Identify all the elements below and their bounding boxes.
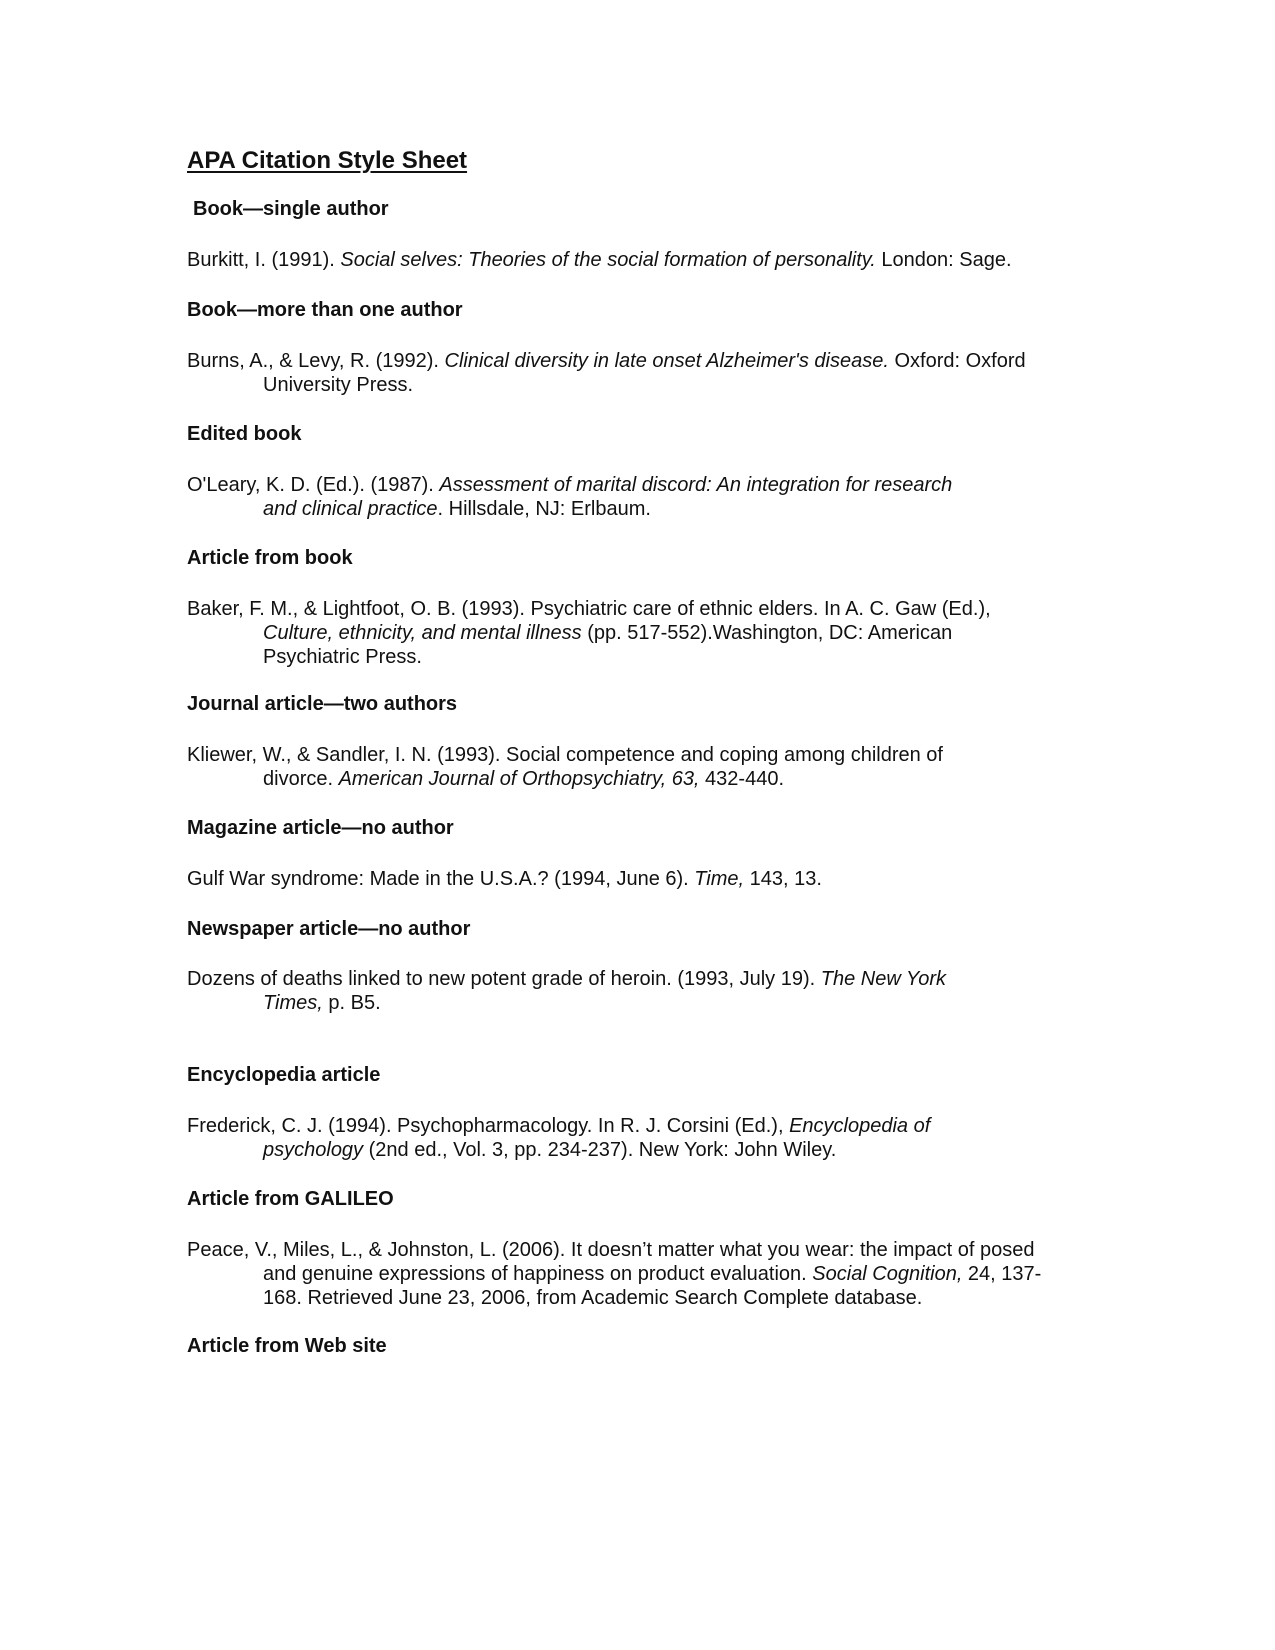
- citation-text: p. B5.: [322, 992, 381, 1014]
- citation-text: Baker, F. M., & Lightfoot, O. B. (1993). Psychiatric care of ethnic elders. In A. C. Gaw (Ed.),: [187, 598, 991, 620]
- citation-entry: [187, 1238, 1041, 1310]
- citation-line: [187, 967, 946, 991]
- citation-entry: [187, 248, 1012, 272]
- citation-entry: [187, 867, 822, 891]
- citation-line: [187, 597, 991, 621]
- citation-line: [187, 621, 991, 645]
- citation-line: [187, 248, 1012, 272]
- italic-text: psychology: [263, 1139, 364, 1161]
- citation-line: [187, 1138, 930, 1162]
- citation-text: Kliewer, W., & Sandler, I. N. (1993). Social competence and coping among children of: [187, 744, 943, 766]
- italic-text: Time,: [694, 868, 745, 890]
- citation-line: [187, 1262, 1041, 1286]
- italic-text: Social Cognition,: [812, 1263, 963, 1285]
- citation-text: University Press.: [263, 374, 414, 396]
- italic-text: Assessment of marital discord: An integration for research: [439, 474, 953, 496]
- citation-entry: [187, 473, 952, 521]
- citation-text: Gulf War syndrome: Made in the U.S.A.? (1994, June 6).: [187, 868, 695, 890]
- citation-entry: [187, 1114, 930, 1162]
- section-heading: Book—more than one author: [187, 299, 463, 321]
- citation-line: [187, 349, 1026, 373]
- section-heading: Article from book: [187, 547, 353, 569]
- citation-line: [187, 1286, 1041, 1310]
- citation-entry: [187, 597, 991, 669]
- citation-text: (2nd ed., Vol. 3, pp. 234-237). New York: John Wiley.: [363, 1139, 837, 1161]
- section-heading: Book—single author: [193, 198, 389, 220]
- citation-line: [187, 373, 1026, 397]
- citation-text: and genuine expressions of happiness on product evaluation.: [263, 1263, 813, 1285]
- citation-entry: [187, 743, 943, 791]
- italic-text: Encyclopedia of: [789, 1115, 931, 1137]
- citation-text: Peace, V., Miles, L., & Johnston, L. (2006). It doesn’t matter what you wear: the impact of posed: [187, 1239, 1035, 1261]
- citation-line: [187, 645, 991, 669]
- section-heading: Edited book: [187, 423, 302, 445]
- citation-text: Frederick, C. J. (1994). Psychopharmacology. In R. J. Corsini (Ed.),: [187, 1115, 790, 1137]
- italic-text: American Journal of Orthopsychiatry, 63,: [338, 768, 700, 790]
- citation-line: [187, 743, 943, 767]
- section-heading: Article from GALILEO: [187, 1188, 394, 1210]
- section-heading: Article from Web site: [187, 1335, 387, 1357]
- section-heading: Magazine article—no author: [187, 817, 454, 839]
- citation-text: London: Sage.: [875, 249, 1012, 271]
- italic-text: The New York: [820, 968, 946, 990]
- section-heading: Encyclopedia article: [187, 1064, 381, 1086]
- section-heading: Newspaper article—no author: [187, 918, 471, 940]
- citation-text: Burns, A., & Levy, R. (1992).: [187, 350, 445, 372]
- italic-text: and clinical practice: [263, 498, 438, 520]
- citation-line: [187, 497, 952, 521]
- citation-entry: [187, 349, 1026, 397]
- citation-text: Dozens of deaths linked to new potent grade of heroin. (1993, July 19).: [187, 968, 821, 990]
- citation-text: Oxford: Oxford: [888, 350, 1026, 372]
- citation-line: [187, 1114, 930, 1138]
- citation-text: 24, 137-: [962, 1263, 1042, 1285]
- citation-text: (pp. 517-552).Washington, DC: American: [581, 622, 953, 644]
- italic-text: Social selves: Theories of the social formation of personality.: [340, 249, 876, 271]
- citation-line: [187, 867, 822, 891]
- section-heading: Journal article—two authors: [187, 693, 458, 715]
- citation-line: [187, 1238, 1041, 1262]
- citation-entry: [187, 967, 946, 1015]
- citation-line: [187, 473, 952, 497]
- citation-line: [187, 767, 943, 791]
- citation-line: [187, 991, 946, 1015]
- citation-text: 168. Retrieved June 23, 2006, from Academic Search Complete database.: [263, 1287, 923, 1309]
- citation-text: . Hillsdale, NJ: Erlbaum.: [437, 498, 651, 520]
- citation-text: 432-440.: [699, 768, 785, 790]
- citation-text: Psychiatric Press.: [263, 646, 422, 668]
- citation-text: Burkitt, I. (1991).: [187, 249, 341, 271]
- italic-text: Clinical diversity in late onset Alzheimer's disease.: [444, 350, 889, 372]
- citation-text: O'Leary, K. D. (Ed.). (1987).: [187, 474, 440, 496]
- italic-text: Times,: [263, 992, 323, 1014]
- citation-text: divorce.: [263, 768, 339, 790]
- italic-text: Culture, ethnicity, and mental illness: [263, 622, 582, 644]
- citation-text: 143, 13.: [744, 868, 822, 890]
- page-title: APA Citation Style Sheet: [187, 147, 468, 174]
